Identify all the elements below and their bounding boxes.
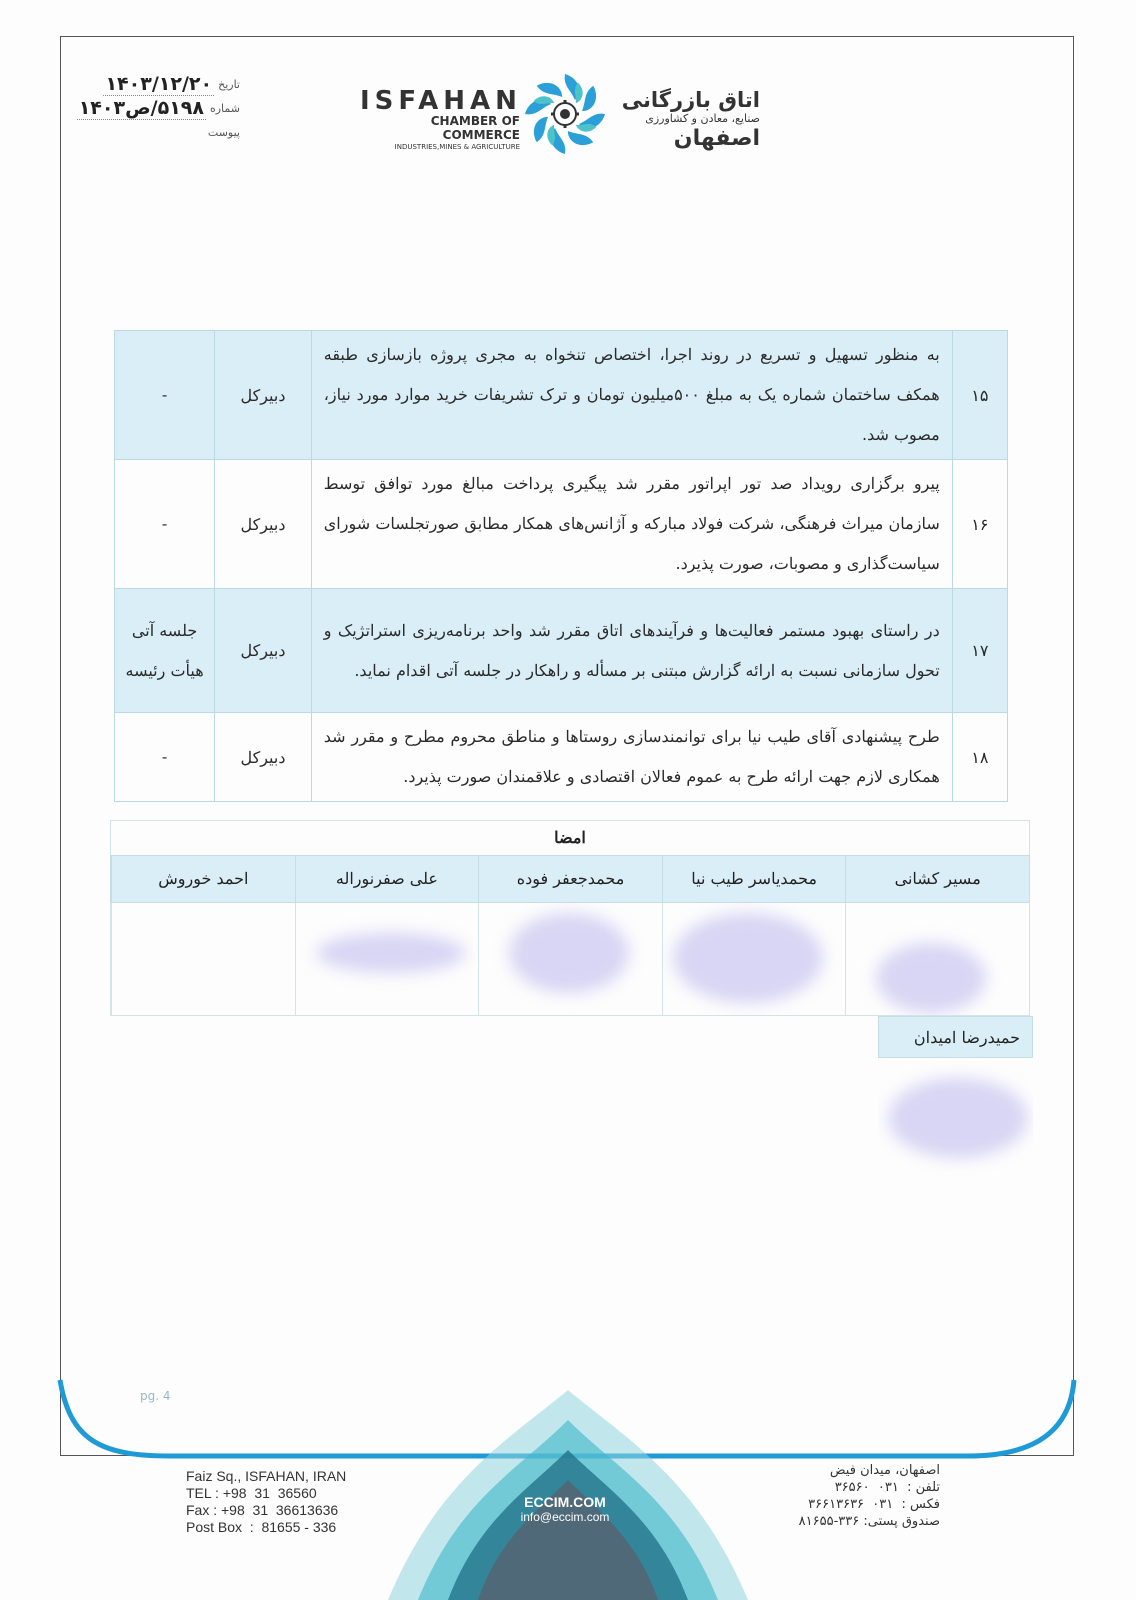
resolution-text: طرح پیشنهادی آقای طیب نیا برای توانمندسازی روستاها و مناطق محروم مطرح و مقرر شد همکاری لازم جهت ارائه طرح به عموم فعالان اقتصادی و علاقمندان صورت پذیرد. (311, 713, 952, 802)
signatory-names (110, 855, 1030, 903)
signatory-name: مسیر کشانی (845, 856, 1029, 902)
emblem-icon (523, 72, 607, 156)
signature-mark (876, 943, 986, 1013)
signature-box (845, 903, 1029, 1015)
logo-en-line2: CHAMBER OF COMMERCE (430, 114, 520, 142)
signature-mark (888, 1078, 1028, 1158)
signature-table (110, 820, 1030, 1016)
resolution-deadline: - (115, 460, 215, 589)
letter-meta (70, 72, 240, 144)
resolution-row-15 (115, 331, 1008, 460)
number-value: ۵۱۹۸/ص۱۴۰۳ (78, 96, 204, 119)
resolution-responsible: دبیرکل (215, 460, 312, 589)
footer-email-link[interactable]: info@eccim.com (520, 1510, 610, 1524)
resolution-number: ۱۶ (952, 460, 1007, 589)
logo-en-line1: ISFAHAN (360, 86, 522, 116)
resolution-responsible: دبیرکل (215, 331, 312, 460)
attachment-label: پیوست (207, 125, 240, 139)
footer-web (500, 1494, 630, 1524)
signature-mark (509, 913, 629, 993)
number-row (70, 96, 240, 120)
resolution-number: ۱۸ (952, 713, 1007, 802)
signature-mark (316, 933, 466, 973)
signatory-name: احمد خوروش (111, 856, 295, 902)
logo-fa-line3: اصفهان (673, 126, 760, 151)
logo-en-line3: INDUSTRIES,MINES & AGRICULTURE (394, 143, 520, 151)
logo-fa-line2: صنایع، معادن و کشاورزی (645, 112, 760, 125)
footer-persian-address: اصفهان، میدان فیض تلفن : ۰۳۱ ۳۶۵۶۰ فکس : ۰۳۱ ۳۶۶۱۳۶۳۶ صندوق پستی: ۳۳۶-۸۱۶۵۵ (798, 1463, 940, 1529)
signature-mark (673, 913, 823, 1003)
signatory-name: محمدیاسر طیب نیا (662, 856, 846, 902)
resolution-row-18 (115, 713, 1008, 802)
date-row (70, 72, 240, 96)
resolution-text: در راستای بهبود مستمر فعالیت‌ها و فرآیندهای اتاق مقرر شد واحد برنامه‌ریزی استراتژیک و تحول سازمانی نسبت به ارائه گزارش مبتنی بر مسأله و راهکار در جلسه آتی اقدام نماید. (311, 589, 952, 713)
footer-decoration (0, 1360, 1136, 1600)
resolution-row-17 (115, 589, 1008, 713)
signatory-name: محمدجعفر فوده (478, 856, 662, 902)
resolution-row-16 (115, 460, 1008, 589)
logo-english (360, 88, 520, 152)
signature-box (662, 903, 846, 1015)
signature-title: امضا (110, 820, 1030, 855)
date-label: تاریخ (218, 77, 240, 91)
signature-box (111, 903, 295, 1015)
extra-signatory-name: حمیدرضا امیدان (878, 1016, 1033, 1058)
extra-signature-box (878, 1058, 1033, 1176)
signatory-name: علی صفرنوراله (295, 856, 479, 902)
signature-box (295, 903, 479, 1015)
resolution-deadline: - (115, 331, 215, 460)
resolution-responsible: دبیرکل (215, 589, 312, 713)
resolution-deadline: - (115, 713, 215, 802)
signature-boxes (110, 903, 1030, 1016)
resolution-number: ۱۷ (952, 589, 1007, 713)
number-label: شماره (209, 101, 240, 115)
signature-box (478, 903, 662, 1015)
resolutions-table (114, 330, 1008, 802)
logo-persian (610, 88, 760, 152)
resolution-deadline: جلسه آتی هیأت رئیسه (115, 589, 215, 713)
chamber-logo (360, 70, 780, 160)
footer-website-link[interactable]: ECCIM.COM (524, 1494, 606, 1510)
resolution-responsible: دبیرکل (215, 713, 312, 802)
resolution-text: به منظور تسهیل و تسریع در روند اجرا، اختصاص تنخواه به مجری پروژه بازسازی طبقه همکف ساختمان شماره یک به مبلغ ۵۰۰میلیون تومان و ترک تشریفات خرید موارد مورد نیاز، مصوب شد. (311, 331, 952, 460)
attachment-row (70, 120, 240, 144)
logo-fa-line1: اتاق بازرگانی (621, 88, 760, 112)
page-number: pg. 4 (140, 1389, 171, 1403)
resolution-number: ۱۵ (952, 331, 1007, 460)
date-value: ۱۴۰۳/۱۲/۲۰ (105, 72, 213, 95)
footer-english-address: Faiz Sq., ISFAHAN, IRAN TEL : +98 31 36560 Fax : +98 31 36613636 Post Box : 81655 - 336 (186, 1468, 347, 1535)
resolution-text: پیرو برگزاری رویداد صد تور اپراتور مقرر شد پیگیری پرداخت مبالغ مورد توافق توسط سازمان میراث فرهنگی، شرکت فولاد مبارکه و آژانس‌های همکار مطابق صورتجلسات شورای سیاست‌گذاری و مصوبات، صورت پذیرد. (311, 460, 952, 589)
